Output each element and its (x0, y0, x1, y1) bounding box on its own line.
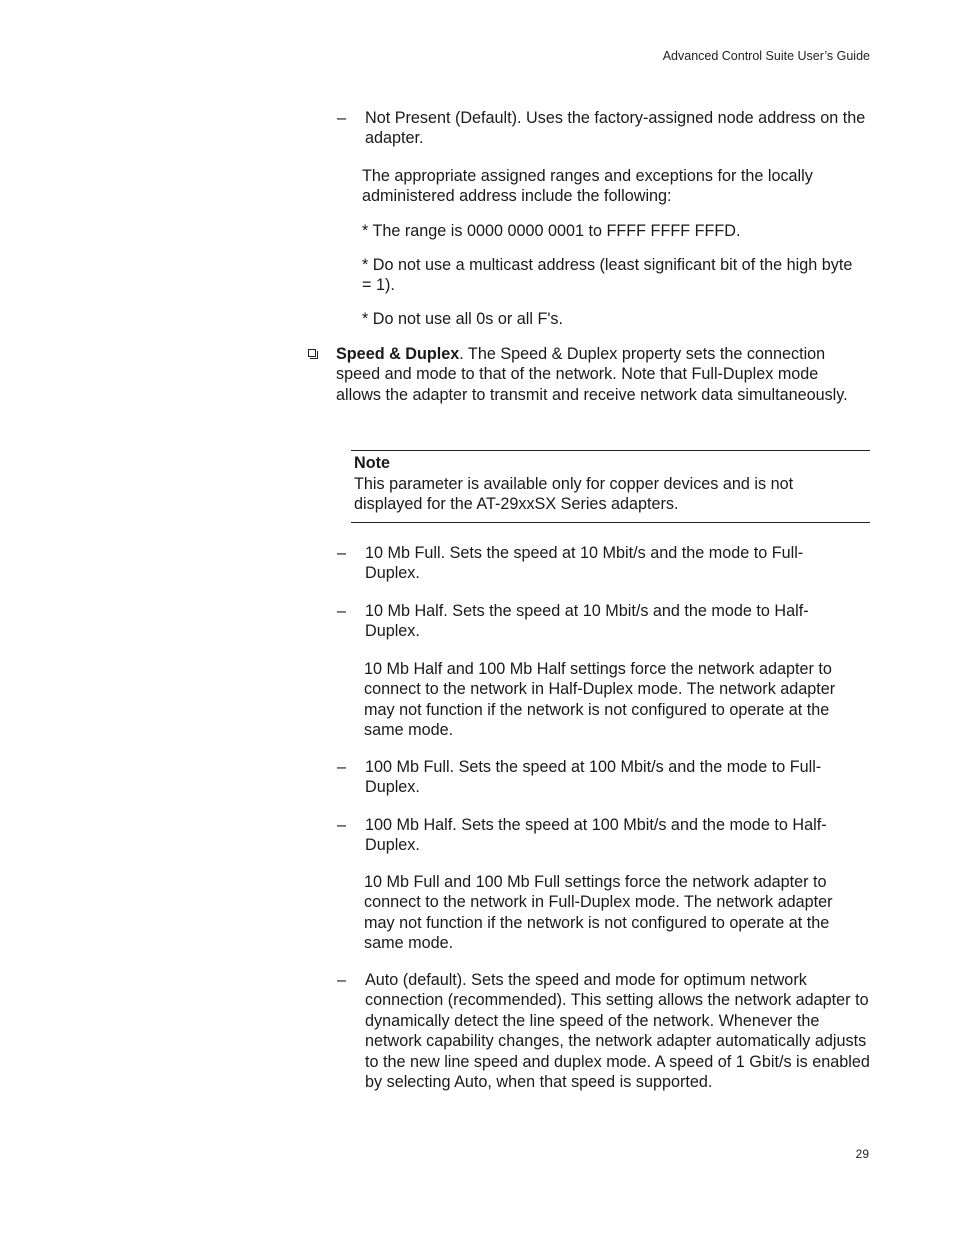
option-not-present: Not Present (Default). Uses the factory-assigned node address on the adapter. (365, 109, 866, 148)
note-heading: Note (354, 454, 390, 472)
speed-duplex-term: Speed & Duplex (336, 345, 460, 363)
note-bottom-rule (351, 522, 870, 523)
full-duplex-note: 10 Mb Full and 100 Mb Full settings force the network adapter to connect to the network in Full-Duplex mode. The network adapter may not function if the network is not configured to operate at the same mode. (364, 873, 833, 953)
running-header: Advanced Control Suite User’s Guide (662, 49, 870, 63)
note-top-rule (351, 450, 870, 451)
dash-marker: – (337, 544, 347, 562)
option-10mb-full: 10 Mb Full. Sets the speed at 10 Mbit/s and the mode to Full-Duplex. (365, 544, 804, 583)
ranges-intro: The appropriate assigned ranges and exceptions for the locally administered address include the following: (362, 167, 813, 206)
option-100mb-half: 100 Mb Half. Sets the speed at 100 Mbit/s and the mode to Half-Duplex. (365, 816, 827, 855)
checkbox-bullet-icon (308, 349, 316, 357)
page-number: 29 (855, 1147, 869, 1161)
zeros-rule: * Do not use all 0s or all F's. (362, 310, 564, 328)
dash-marker: – (337, 109, 347, 127)
dash-marker: – (337, 602, 347, 620)
half-duplex-note: 10 Mb Half and 100 Mb Half settings force the network adapter to connect to the network in Half-Duplex mode. The network adapter may not function if the network is not configured to operate at the same mode. (364, 660, 836, 740)
option-auto: Auto (default). Sets the speed and mode for optimum network connection (recommended). This setting allows the network adapter to dynamically detect the line speed of the network. Whenever the network capability changes, the network adapter automatically adjusts to the new line speed and duplex mode. A speed of 1 Gbit/s is enabled by selecting Auto, when that speed is supported. (365, 971, 870, 1092)
dash-marker: – (337, 971, 347, 989)
multicast-rule: * Do not use a multicast address (least significant bit of the high byte = 1). (362, 256, 853, 295)
note-text: This parameter is available only for copper devices and is not displayed for the AT-29xxSX Series adapters. (354, 475, 794, 514)
dash-marker: – (337, 816, 347, 834)
option-100mb-full: 100 Mb Full. Sets the speed at 100 Mbit/s and the mode to Full-Duplex. (365, 758, 822, 797)
dash-marker: – (337, 758, 347, 776)
speed-duplex-paragraph (336, 344, 866, 405)
option-10mb-half: 10 Mb Half. Sets the speed at 10 Mbit/s and the mode to Half-Duplex. (365, 602, 809, 641)
range-rule: * The range is 0000 0000 0001 to FFFF FFFF FFFD. (362, 222, 741, 240)
speed-duplex-text: . The Speed & Duplex property sets the connection speed and mode to that of the network. Note that Full-Duplex mode allows the adapter to transmit and receive network data simultaneously. (336, 345, 848, 404)
